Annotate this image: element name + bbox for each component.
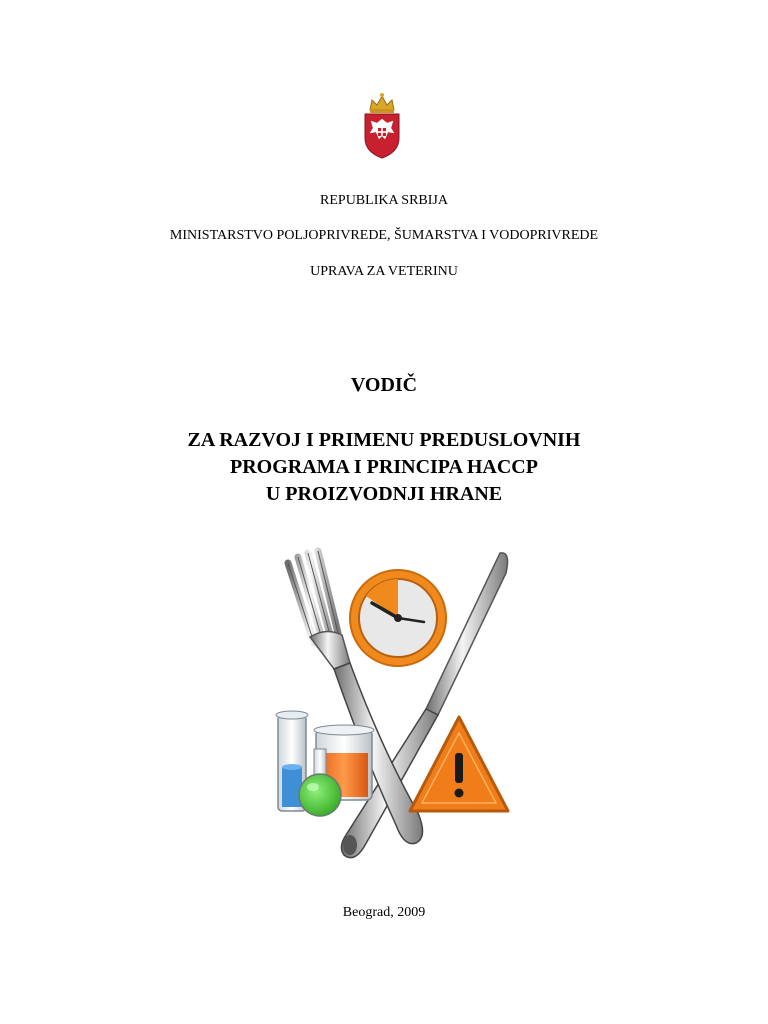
subtitle-line-3: U PROIZVODNJI HRANE <box>265 483 503 505</box>
lab-flask-icon <box>276 711 374 816</box>
place-and-date: Beograd, 2009 <box>342 905 426 920</box>
department-name: UPRAVA ZA VETERINU <box>310 264 458 279</box>
document-title: VODIČ <box>350 374 418 396</box>
subtitle-line-1: ZA RAZVOJ I PRIMENU PREDUSLOVNIH <box>187 429 581 451</box>
ministry-name: MINISTARSTVO POLJOPRIVREDE, ŠUMARSTVA I VODOPRIVREDE <box>169 228 599 243</box>
clock-icon <box>350 570 446 666</box>
serbia-coat-of-arms-icon <box>361 92 403 160</box>
subtitle-line-2: PROGRAMA I PRINCIPA HACCP <box>230 456 538 478</box>
haccp-illustration <box>268 545 513 865</box>
country-name: REPUBLIKA SRBIJA <box>320 193 448 208</box>
